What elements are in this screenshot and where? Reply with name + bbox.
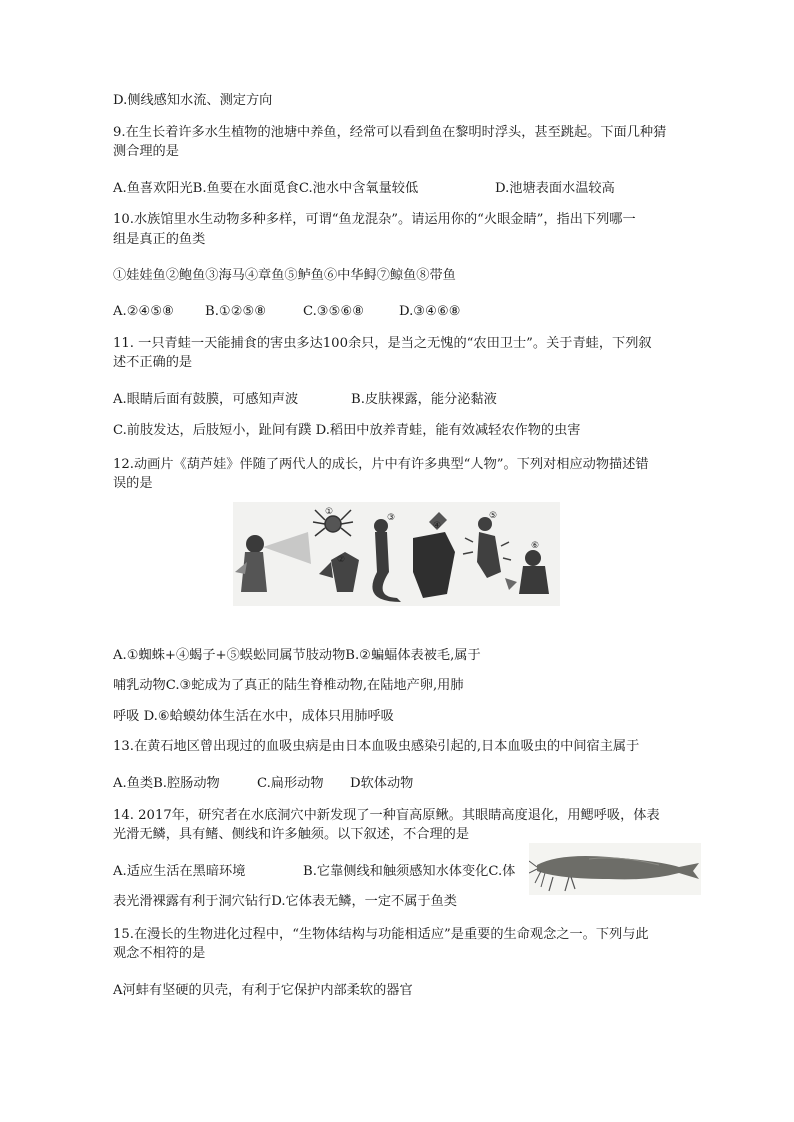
q10-stem-line2: 组是真正的鱼类 xyxy=(113,232,206,247)
q12-option-line1: A.①蜘蛛+④蝎子+⑤蜈蚣同属节肢动物B.②蝙蝠体表被毛,属于 xyxy=(113,648,481,663)
q8-option-d: D.侧线感知水流、测定方向 xyxy=(113,93,273,108)
q15-stem-line2: 观念不相符的是 xyxy=(113,946,206,961)
figure-label-5: ⑤ xyxy=(489,511,498,521)
q14-options-cd: 表光滑裸露有利于洞穴钻行D.它体表无鳞，一定不属于鱼类 xyxy=(113,894,457,909)
q12-stem-line2: 误的是 xyxy=(113,476,153,491)
q14-stem-line1: 14. 2017年，研究者在水底洞穴中新发现了一种盲高原鳅。其眼睛高度退化，用鳃呼吸，体表 xyxy=(113,808,660,823)
figure-label-3: ③ xyxy=(387,513,396,523)
figure-label-2: ② xyxy=(337,555,346,565)
figure-label-1: ① xyxy=(325,507,334,517)
q15-option-a: A河蚌有坚硬的贝壳，有利于它保护内部柔软的器官 xyxy=(113,983,413,998)
q13-options-ab: A.鱼类B.腔肠动物 xyxy=(113,776,220,791)
q11-option-b: B.皮肤裸露，能分泌黏液 xyxy=(351,392,497,407)
figure-toad xyxy=(505,550,549,594)
q13-stem: 13.在黄石地区曾出现过的血吸虫病是由日本血吸虫感染引起的,日本血吸虫的中间宿主属于 xyxy=(113,739,640,754)
q9-stem-line1: 9.在生长着许多水生植物的池塘中养鱼，经常可以看到鱼在黎明时浮头，甚至跳起。下面几种猜 xyxy=(113,125,667,140)
figure-snake xyxy=(372,519,401,602)
q12-stem-line1: 12.动画片《葫芦娃》伴随了两代人的成长，片中有许多典型“人物”。下列对相应动物描述错 xyxy=(113,457,649,472)
figure-character-boy xyxy=(235,532,311,592)
q9-stem-line2: 测合理的是 xyxy=(113,144,179,159)
calabash-brothers-figure xyxy=(233,502,560,606)
q10-option-c: C.③⑤⑥⑧ xyxy=(303,304,365,319)
q9-option-d: D.池塘表面水温较高 xyxy=(495,181,615,196)
figure-label-6: ⑥ xyxy=(531,541,540,551)
q9-options-abc: A.鱼喜欢阳光B.鱼要在水面觅食C.池水中含氧量较低 xyxy=(113,181,419,196)
figure-label-4: ④ xyxy=(433,521,442,531)
q10-items: ①娃娃鱼②鲍鱼③海马④章鱼⑤鲈鱼⑥中华鲟⑦鲸鱼⑧带鱼 xyxy=(113,268,456,283)
blind-loach-image xyxy=(529,843,701,895)
q11-stem-line2: 述不正确的是 xyxy=(113,355,193,370)
q12-option-line3: 呼吸 D.⑥蛤蟆幼体生活在水中，成体只用肺呼吸 xyxy=(113,709,394,724)
q14-stem-line2: 光滑无鳞，具有鳍、侧线和许多触须。以下叙述，不合理的是 xyxy=(113,827,470,842)
q11-option-a: A.眼睛后面有鼓膜，可感知声波 xyxy=(113,392,299,407)
q13-option-c: C.扁形动物 xyxy=(257,776,324,791)
q10-option-b: B.①②⑤⑧ xyxy=(205,304,267,319)
q13-option-d: D软体动物 xyxy=(350,776,414,791)
q10-option-d: D.③④⑥⑧ xyxy=(399,304,461,319)
q10-option-a: A.②④⑤⑧ xyxy=(113,304,175,319)
q10-stem-line1: 10.水族馆里水生动物多种多样，可谓“鱼龙混杂”。请运用你的“火眼金睛”，指出下列哪一 xyxy=(113,212,636,227)
q15-stem-line1: 15.在漫长的生物进化过程中，“生物体结构与功能相适应”是重要的生命观念之一。下列与此 xyxy=(113,927,649,942)
figure-centipede xyxy=(463,517,511,578)
q14-options-bc: B.它靠侧线和触须感知水体变化C.体 xyxy=(303,864,516,879)
q11-stem-line1: 11. 一只青蛙一天能捕食的害虫多达100余只，是当之无愧的“农田卫士”。关于青蛙，下列叙 xyxy=(113,336,652,351)
q12-option-line2: 哺乳动物C.③蛇成为了真正的陆生脊椎动物,在陆地产卵,用肺 xyxy=(113,678,464,693)
q11-options-cd: C.前肢发达，后肢短小，趾间有蹼 D.稻田中放养青蛙，能有效减轻农作物的虫害 xyxy=(113,423,581,438)
q14-option-a: A.适应生活在黑暗环境 xyxy=(113,864,246,879)
